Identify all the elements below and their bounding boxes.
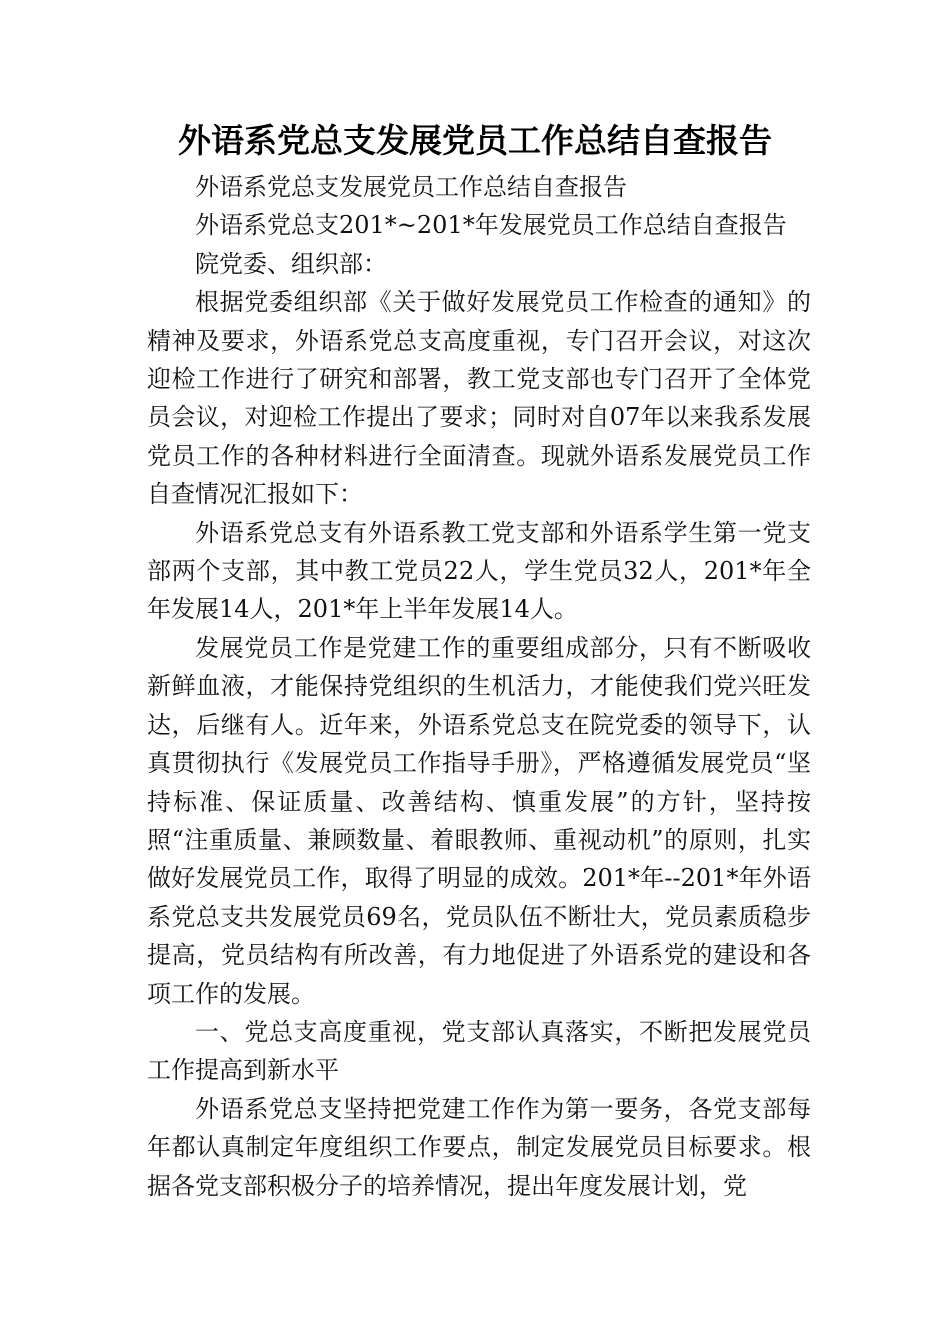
section-heading-1: 一、党总支高度重视，党支部认真落实，不断把发展党员工作提高到新水平 xyxy=(147,1017,811,1085)
paragraph-branch-info: 外语系党总支有外语系教工党支部和外语系学生第一党支部两个支部，其中教工党员22人，学生党员32人，201*年全年发展14人，201*年上半年发展14人。 xyxy=(147,518,811,624)
document-title: 外语系党总支发展党员工作总结自查报告 xyxy=(178,121,772,160)
paragraph-subtitle: 外语系党总支发展党员工作总结自查报告 xyxy=(195,173,627,201)
paragraph-overview: 发展党员工作是党建工作的重要组成部分，只有不断吸收新鲜血液，才能保持党组织的生机活力，才能使我们党兴旺发达，后继有人。近年来，外语系党总支在院党委的领导下，认真贯彻执行《发展党员工作指导手册》，严格遵循发展党员“坚持标准、保证质量、改善结构、慎重发展”的方针，坚持按照“注重质量、兼顾数量、着眼教师、重视动机”的原则，扎实做好发展党员工作，取得了明显的成效。201*年--201*年外语系党总支共发展党员69名，党员队伍不断壮大，党员素质稳步提高，党员结构有所改善，有力地促进了外语系党的建设和各项工作的发展。 xyxy=(147,633,811,1008)
paragraph-section-1: 外语系党总支坚持把党建工作作为第一要务，各党支部每年都认真制定年度组织工作要点，制定发展党员目标要求。根据各党支部积极分子的培养情况，提出年度发展计划，党 xyxy=(147,1094,811,1200)
document-body xyxy=(147,168,811,1205)
paragraph-salutation: 院党委、组织部： xyxy=(195,249,387,278)
paragraph-intro: 根据党委组织部《关于做好发展党员工作检查的通知》的精神及要求，外语系党总支高度重视，专门召开会议，对这次迎检工作进行了研究和部署，教工党支部也专门召开了全体党员会议，对迎检工作提出了要求；同时对自07年以来我系发展党员工作的各种材料进行全面清查。现就外语系发展党员工作自查情况汇报如下： xyxy=(147,288,811,509)
paragraph-report-title: 外语系党总支201*~201*年发展党员工作总结自查报告 xyxy=(195,211,787,240)
